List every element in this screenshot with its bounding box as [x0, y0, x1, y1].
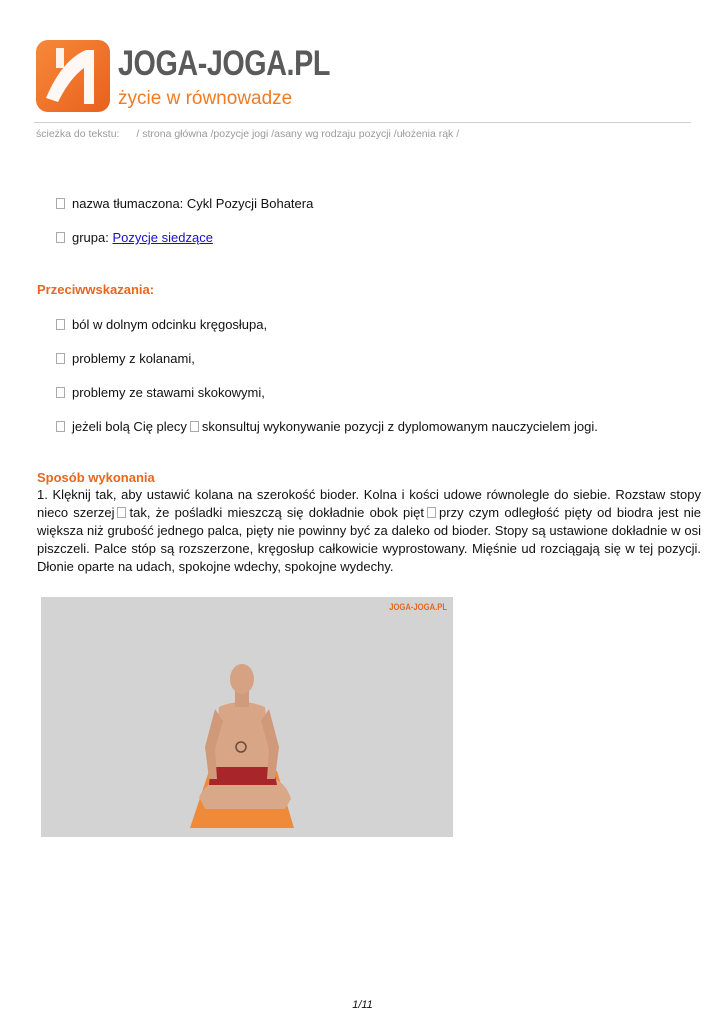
list-item: [56, 230, 213, 245]
contraindication-text: skonsultuj wykonywanie pozycji z dyplomowanym nauczycielem jogi.: [201, 419, 598, 434]
contraindication-text: jeżeli bolą Cię plecy: [72, 419, 187, 434]
contraindications-heading: Przeciwwskazania:: [37, 282, 155, 297]
photo-watermark: JOGA-JOGA.PL: [389, 602, 447, 612]
header-divider: [34, 122, 691, 123]
breadcrumb-path[interactable]: / strona główna /pozycje jogi /asany wg rodzaju pozycji /ułożenia rąk /: [136, 128, 460, 140]
logo-emblem-icon: [36, 40, 110, 112]
list-item: [56, 419, 598, 434]
bullet-glyph-icon: [56, 232, 65, 243]
page-number: 1/11: [352, 999, 373, 1011]
logo-subtitle: życie w równowadze: [118, 88, 293, 109]
bullet-glyph-icon: [56, 319, 65, 330]
group-link[interactable]: Pozycje siedzące: [112, 230, 213, 245]
bullet-glyph-icon: [56, 387, 65, 398]
contraindication-text: problemy z kolanami,: [72, 351, 195, 366]
method-text: 1. Klęknij tak, aby ustawić kolana na szerokość bioder. Kolna i kości udowe równolegle do siebie. Rozstaw stopy nieco szerzej: [37, 487, 701, 520]
list-item: [56, 351, 195, 366]
missing-glyph-icon: [427, 507, 436, 518]
missing-glyph-icon: [117, 507, 126, 518]
breadcrumb: [36, 128, 459, 140]
method-paragraph: [37, 486, 701, 576]
bullet-glyph-icon: [56, 421, 65, 432]
method-heading: Sposób wykonania: [37, 470, 155, 485]
breadcrumb-label: ścieżka do tekstu:: [36, 128, 120, 140]
seated-hero-pose-figure-icon: [41, 597, 453, 837]
contraindication-text: ból w dolnym odcinku kręgosłupa,: [72, 317, 268, 332]
group-label: grupa:: [72, 230, 113, 245]
logo-title: JOGA-JOGA.PL: [118, 44, 330, 83]
site-logo[interactable]: [36, 38, 336, 116]
list-item: [56, 385, 265, 400]
bullet-glyph-icon: [56, 353, 65, 364]
list-item: [56, 196, 313, 211]
pose-photo: [41, 597, 453, 837]
translated-name: nazwa tłumaczona: Cykl Pozycji Bohatera: [72, 196, 314, 211]
list-item: [56, 317, 267, 332]
bullet-glyph-icon: [56, 198, 65, 209]
method-text: tak, że pośladki mieszczą się dokładnie obok pięt: [129, 505, 425, 520]
missing-glyph-icon: [190, 421, 199, 432]
method-text: przy czym odległość pięty od biodra jest nie większa niż grubość jednego palca, pięty nie powinny być za daleko od bioder. Stopy są ustawione dokładnie w osi piszczeli. Palce stóp są rozszerzone, kręgosłup całkowicie wyprostowany. Mięśnie ud rozciągają się w tej pozycji. Dłonie oparte na udach, spokojne wdechy, spokojne wydechy.: [37, 505, 702, 574]
contraindication-text: problemy ze stawami skokowymi,: [72, 385, 265, 400]
